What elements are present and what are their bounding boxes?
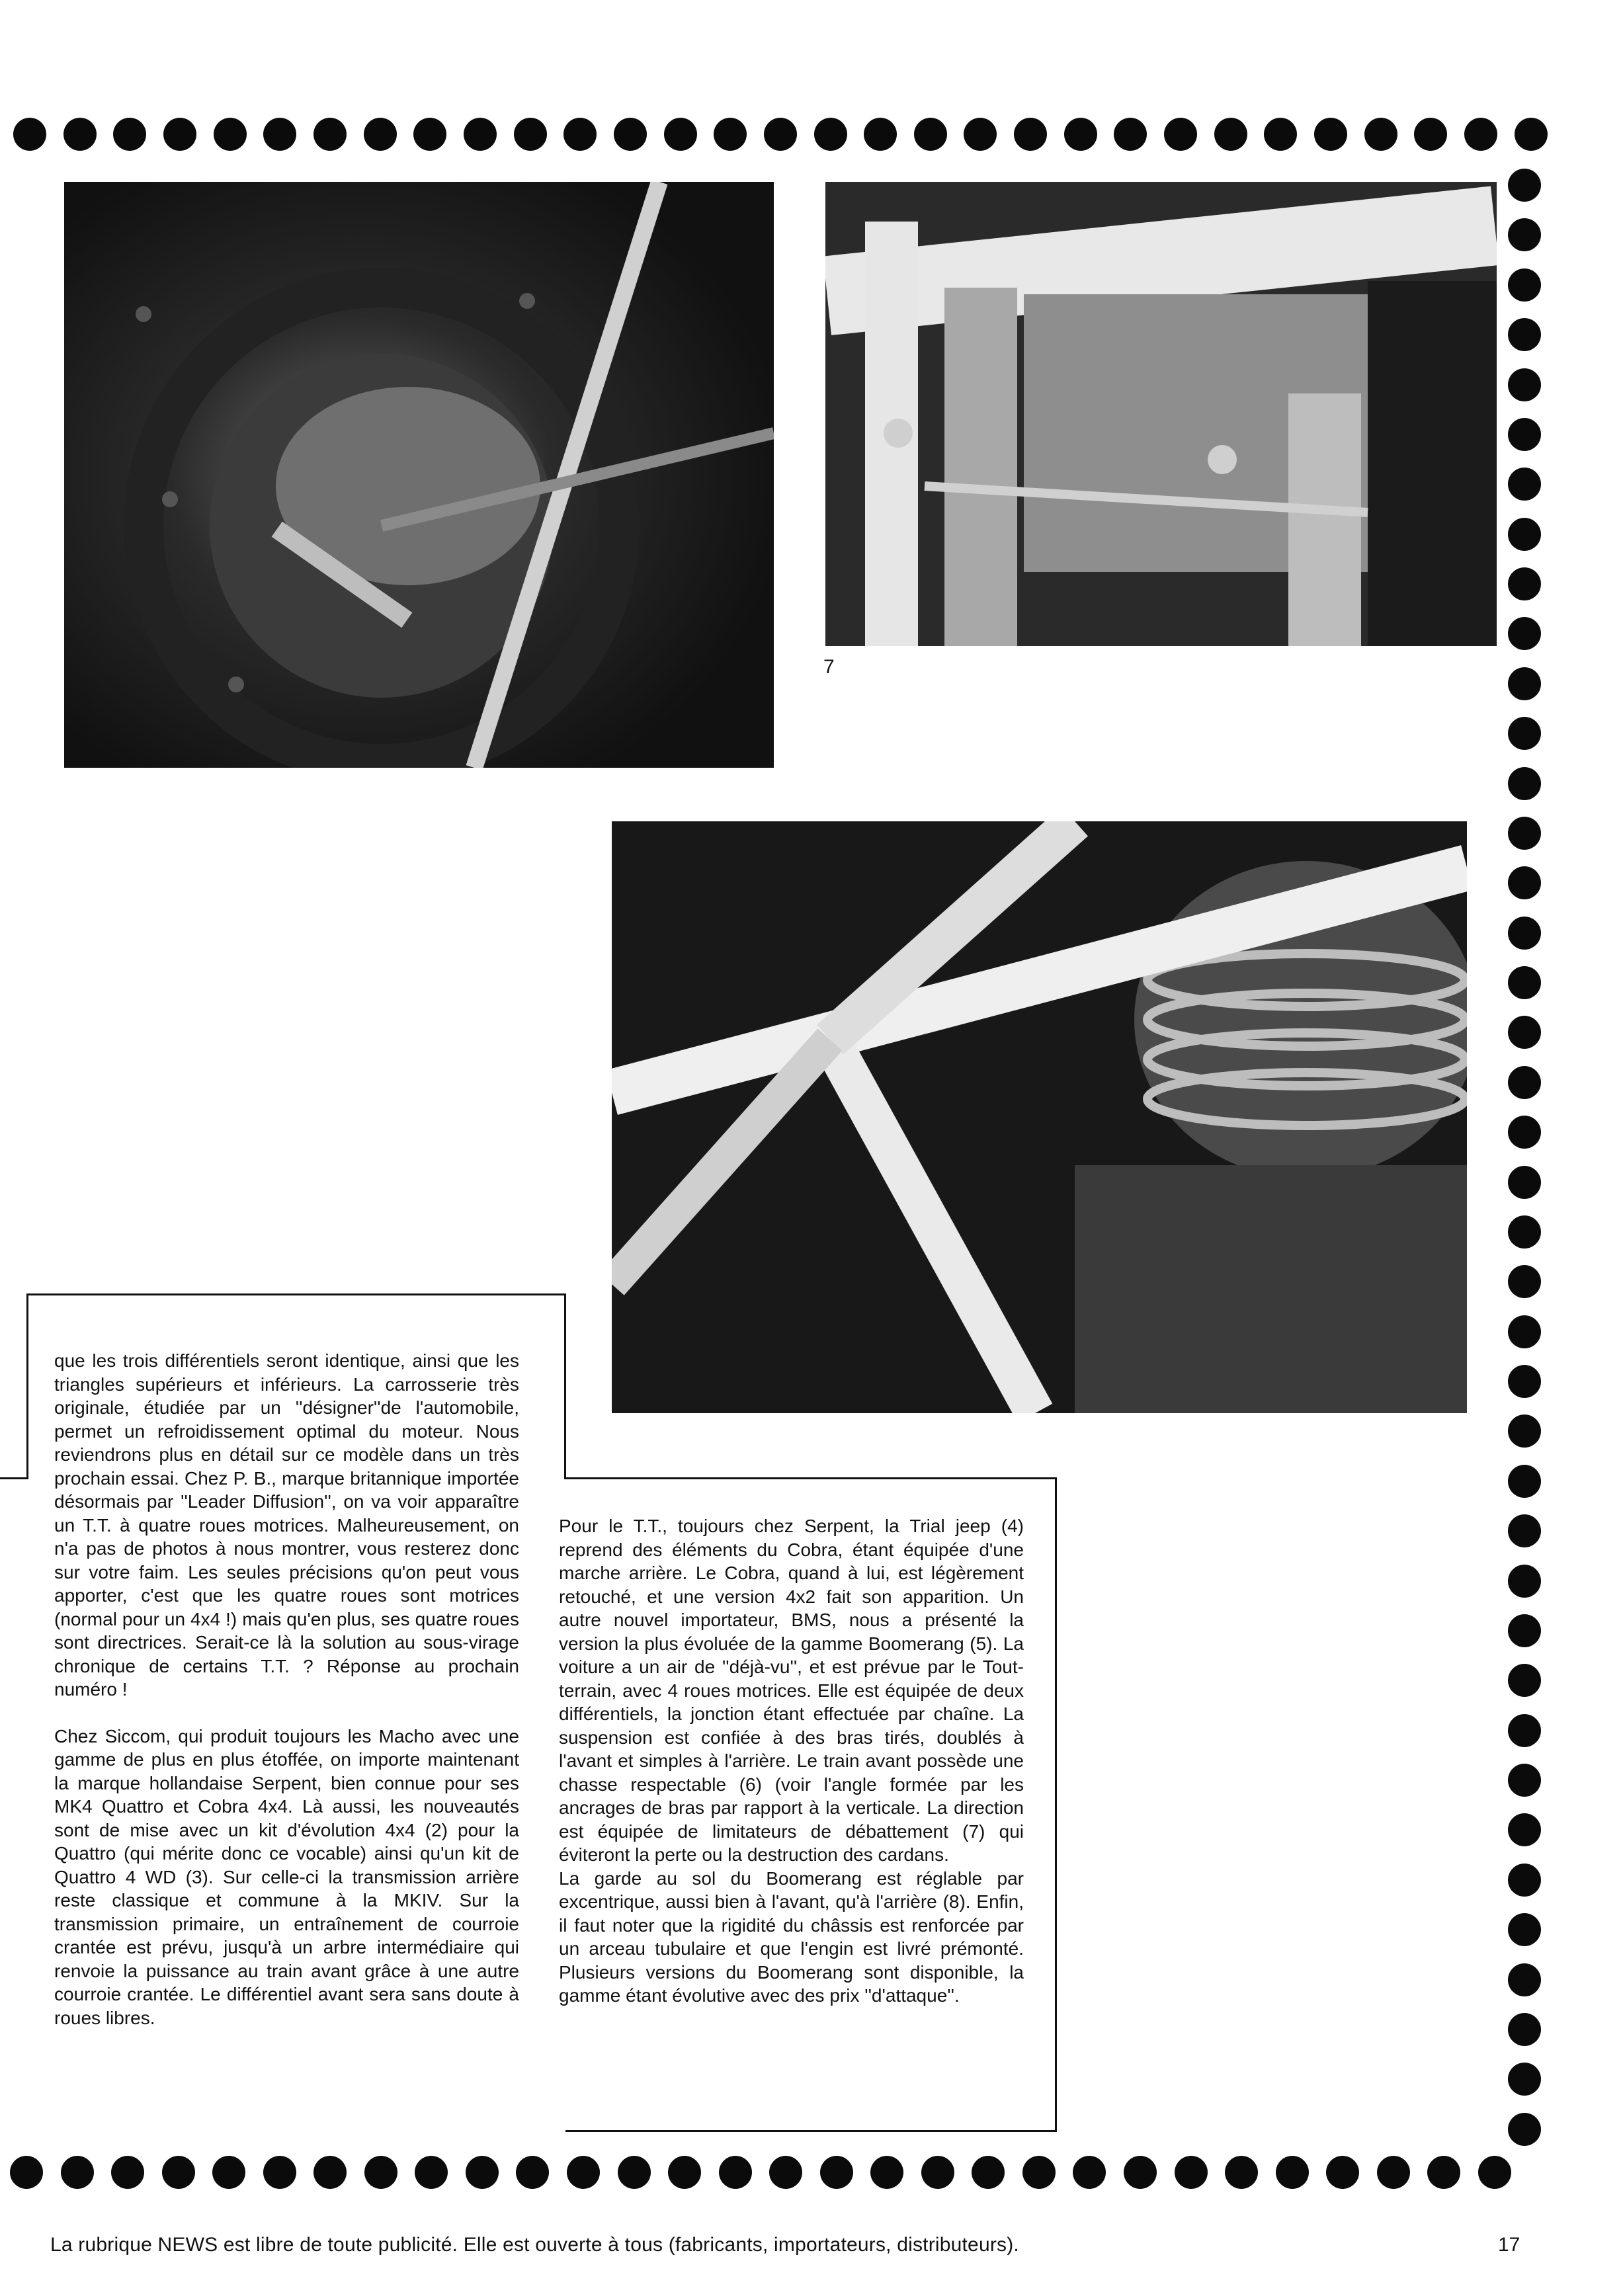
border-dot	[820, 2156, 853, 2189]
border-dot	[1225, 2156, 1258, 2189]
photo-suspension-pivots	[825, 182, 1497, 646]
border-dot	[313, 2156, 347, 2189]
border-dot	[1508, 218, 1541, 251]
border-dot	[870, 2156, 903, 2189]
border-dot	[516, 2156, 549, 2189]
border-dot	[1014, 118, 1047, 151]
border-dot	[1326, 2156, 1359, 2189]
border-dot	[413, 118, 446, 151]
right-dot-border	[1508, 169, 1541, 2146]
border-dot	[1508, 1963, 1541, 1996]
border-dot	[1508, 717, 1541, 750]
border-dot	[567, 2156, 600, 2189]
border-dot	[1508, 966, 1541, 999]
border-dot	[1124, 2156, 1157, 2189]
border-dot	[972, 2156, 1005, 2189]
border-dot	[1508, 567, 1541, 600]
text-frame-bottom	[565, 2130, 1057, 2132]
border-dot	[212, 2156, 245, 2189]
border-dot	[1508, 767, 1541, 800]
border-dot	[1508, 667, 1541, 700]
border-dot	[614, 118, 647, 151]
border-dot	[1214, 118, 1247, 151]
border-dot	[914, 118, 947, 151]
photo-gear-differential	[64, 182, 774, 768]
border-dot	[1508, 1664, 1541, 1697]
border-dot	[1114, 118, 1147, 151]
article-column-right	[559, 1514, 1024, 2008]
article-left-paragraph-2: Chez Siccom, qui produit toujours les Macho avec une gamme de plus en plus étoffée, on importe maintenant la marque hollandaise Serpent, bien connue pour ses MK4 Quattro et Cobra 4x4. Là aussi, les nouveautés sont de mise avec un kit d'évolution 4x4 (2) pour la Quattro (qui mérite donc ce vocable) ainsi qu'un kit de Quattro 4 WD (3). Sur celle-ci la transmission arrière reste classique et commune à la MKIV. Sur la transmission primaire, un entraînement de courroie crantée est prévu, jusqu'à un arbre intermédiaire qui renvoie la puissance au train avant grâce à une autre courroie crantée. Le différentiel avant sera sans doute à roues libres.	[54, 1725, 519, 2028]
border-dot	[1464, 118, 1497, 151]
border-dot	[1508, 368, 1541, 401]
border-dot	[1508, 318, 1541, 351]
border-dot	[113, 118, 146, 151]
text-frame-mid-vertical	[564, 1293, 566, 1479]
border-dot	[814, 118, 847, 151]
border-dot	[1515, 118, 1548, 151]
border-dot	[415, 2156, 448, 2189]
border-dot	[1508, 1315, 1541, 1348]
border-dot	[514, 118, 547, 151]
border-dot	[764, 118, 797, 151]
border-dot	[618, 2156, 651, 2189]
border-dot	[719, 2156, 752, 2189]
top-dot-border	[13, 118, 1548, 151]
border-dot	[1508, 1813, 1541, 1846]
border-dot	[263, 2156, 296, 2189]
article-column-left	[54, 1349, 519, 2030]
text-frame-right-vertical	[1055, 1477, 1057, 2132]
border-dot	[769, 2156, 802, 2189]
border-dot	[464, 118, 497, 151]
photo-caption-number: 7	[823, 656, 835, 678]
border-dot	[13, 118, 46, 151]
border-dot	[668, 2156, 701, 2189]
border-dot	[1508, 418, 1541, 451]
border-dot	[1508, 169, 1541, 202]
border-dot	[1508, 268, 1541, 302]
border-dot	[61, 2156, 94, 2189]
bottom-dot-border	[10, 2156, 1511, 2189]
footer-note: La rubrique NEWS est libre de toute publicité. Elle est ouverte à tous (fabricants, importateurs, distributeurs).	[50, 2234, 1019, 2256]
border-dot	[1264, 118, 1297, 151]
border-dot	[313, 118, 347, 151]
border-dot	[1175, 2156, 1208, 2189]
border-dot	[1508, 1614, 1541, 1647]
border-dot	[1508, 1215, 1541, 1249]
border-dot	[10, 2156, 43, 2189]
border-dot	[1064, 118, 1097, 151]
border-dot	[1164, 118, 1197, 151]
text-frame-mid-top	[564, 1477, 1057, 1479]
border-dot	[1508, 1265, 1541, 1298]
border-dot	[1508, 917, 1541, 950]
border-dot	[163, 118, 196, 151]
border-dot	[364, 2156, 397, 2189]
border-dot	[1508, 866, 1541, 899]
border-dot	[1508, 2063, 1541, 2096]
border-dot	[1508, 2013, 1541, 2046]
border-dot	[1508, 1514, 1541, 1547]
border-dot	[1508, 468, 1541, 501]
border-dot	[1508, 1016, 1541, 1049]
border-dot	[1022, 2156, 1056, 2189]
text-frame-top-left	[26, 1293, 565, 1295]
page-number: 17	[1498, 2234, 1520, 2256]
border-dot	[1508, 1166, 1541, 1199]
border-dot	[1377, 2156, 1410, 2189]
border-dot	[1508, 1365, 1541, 1398]
border-dot	[1508, 518, 1541, 551]
border-dot	[1478, 2156, 1511, 2189]
border-dot	[563, 118, 597, 151]
border-dot	[1073, 2156, 1106, 2189]
border-dot	[1508, 1116, 1541, 1149]
text-frame-left-vertical	[26, 1293, 28, 1479]
border-dot	[1508, 1465, 1541, 1498]
border-dot	[63, 118, 97, 151]
border-dot	[1364, 118, 1397, 151]
border-dot	[1508, 1565, 1541, 1598]
border-dot	[364, 118, 397, 151]
border-dot	[1508, 1913, 1541, 1946]
border-dot	[1427, 2156, 1460, 2189]
border-dot	[864, 118, 897, 151]
border-dot	[1414, 118, 1447, 151]
border-dot	[1508, 1864, 1541, 1897]
border-dot	[1314, 118, 1347, 151]
border-dot	[1276, 2156, 1309, 2189]
border-dot	[1508, 817, 1541, 850]
border-dot	[263, 118, 296, 151]
border-dot	[1508, 1066, 1541, 1099]
border-dot	[111, 2156, 144, 2189]
border-dot	[664, 118, 697, 151]
photo-chassis-spring	[612, 821, 1467, 1413]
border-dot	[921, 2156, 954, 2189]
text-frame-step-left	[0, 1477, 28, 1479]
border-dot	[964, 118, 997, 151]
border-dot	[1508, 1714, 1541, 1747]
border-dot	[1508, 2113, 1541, 2146]
border-dot	[1508, 1414, 1541, 1448]
article-right-paragraph-2: La garde au sol du Boomerang est réglable par excentrique, aussi bien à l'avant, qu'à l'arrière (8). Enfin, il faut noter que la rigidité du châssis est renforcée par un arceau tubulaire et que l'engin est livré prémonté. Plusieurs versions du Boomerang sont disponible, la gamme étant évolutive avec des prix ''d'attaque''.	[559, 1867, 1024, 2006]
article-left-paragraph-1: que les trois différentiels seront identique, ainsi que les triangles supérieurs et inférieurs. La carrosserie très originale, étudiée par un ''désigner''de l'automobile, permet un refroidissement optimal du moteur. Nous reviendrons plus en détail sur ce modèle dans un très prochain essai. Chez P. B., marque britannique importée désormais par ''Leader Diffusion'', on va voir apparaître un T.T. à quatre roues motrices. Malheureusement, on n'a pas de photos à nous montrer, vous resterez donc sur votre faim. Les seules précisions qu'on peut vous apporter, c'est que les quatre roues sont motrices (normal pour un 4x4 !) mais qu'en plus, ses quatre roues sont directrices. Serait-ce là la solution au sous-virage chronique de certains T.T. ? Réponse au prochain numéro !	[54, 1350, 519, 1700]
border-dot	[466, 2156, 499, 2189]
border-dot	[162, 2156, 195, 2189]
article-right-paragraph-1: Pour le T.T., toujours chez Serpent, la Trial jeep (4) reprend des éléments du Cobra, étant équipée d'une marche arrière. Le Cobra, quand à lui, est légèrement retouché, et une version 4x2 fait son apparition. Un autre nouvel importateur, BMS, nous a présenté la version la plus évoluée de la gamme Boomerang (5). La voiture a un air de ''déjà-vu'', et est prévue par le Tout-terrain, avec 4 roues motrices. Elle est équipée de deux différentiels, la jonction étant effectuée par chaîne. La suspension est confiée à des bras tirés, doublés à l'avant et simples à l'arrière. Le train avant possède une chasse respectable (6) (voir l'angle formée par les ancrages de bras par rapport à la verticale. La direction est équipée de limitateurs de débattement (7) qui éviteront la perte ou la destruction des cardans.	[559, 1516, 1024, 1865]
border-dot	[1508, 617, 1541, 650]
border-dot	[1508, 1764, 1541, 1797]
border-dot	[714, 118, 747, 151]
border-dot	[214, 118, 247, 151]
